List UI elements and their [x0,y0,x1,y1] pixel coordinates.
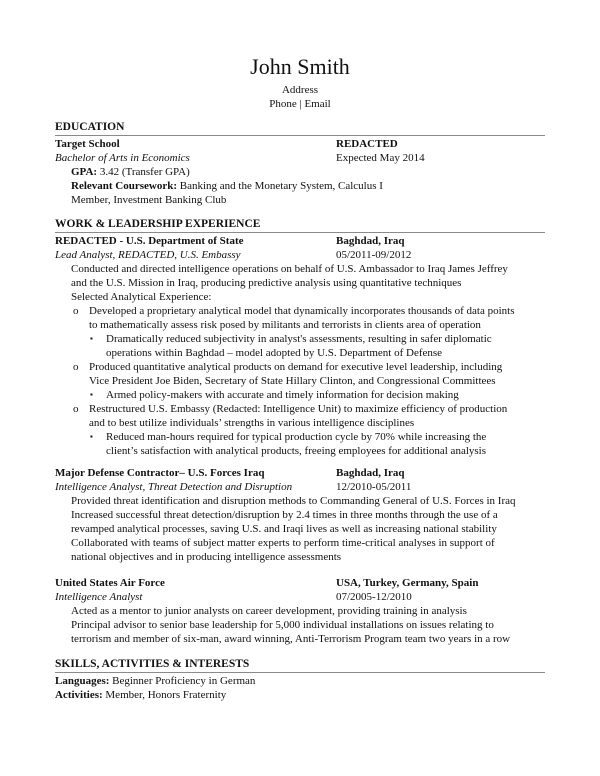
bullet-circle-icon: o [73,361,79,373]
job-line: Provided threat identification and disruption methods to Commanding General of U.S. Forces in Iraq [71,495,516,507]
bullet-line: Vice President Joe Biden, Secretary of State Hillary Clinton, and Congressional Committees [89,375,496,387]
gpa-value: 3.42 (Transfer GPA) [97,166,190,178]
graduation-date: Expected May 2014 [336,152,425,164]
address: Address [281,84,319,96]
bullet-line: Produced quantitative analytical products on demand for executive level leadership, including [89,361,503,373]
job-org: United States Air Force [55,577,165,589]
job-line: Principal advisor to senior base leadership for 5,000 individual installations on issues relating to [71,619,494,631]
gpa-line [71,165,190,179]
bullet-line: and to best utilize individuals’ strengths in various intelligence disciplines [89,417,415,429]
job-title: Lead Analyst, REDACTED, U.S. Embassy [55,249,241,261]
club-line: Member, Investment Banking Club [71,194,227,206]
job-title: Intelligence Analyst [55,591,143,603]
languages-label: Languages: [55,675,110,687]
activities-value: Member, Honors Fraternity [102,689,227,701]
sub-bullet-line: Reduced man-hours required for typical production cycle by 70% while increasing the [106,431,487,443]
section-experience-heading: WORK & LEADERSHIP EXPERIENCE [55,217,545,233]
bullet-circle-icon: o [73,403,79,415]
job-dates: 07/2005-12/2010 [336,591,412,603]
job-line: terrorism and member of six-man, award winning, Anti-Terrorism Program team two years in a row [71,633,511,645]
bullet-line: Developed a proprietary analytical model that dynamically incorporates thousands of data points [89,305,515,317]
job-line: Conducted and directed intelligence operations on behalf of U.S. Ambassador to Iraq James Jeffrey [71,263,508,275]
job-location: USA, Turkey, Germany, Spain [336,577,479,589]
bullet-line: to mathematically assess risk posed by militants and terrorists in clients area of operation [89,319,481,331]
job-line: national objectives and in producing intelligence assessments [71,551,342,563]
sub-bullet-line: client’s satisfaction with analytical products, freeing employees for additional analysis [106,445,486,457]
job-dates: 05/2011-09/2012 [336,249,412,261]
coursework-line [71,179,383,193]
section-education-heading: EDUCATION [55,120,545,136]
job-org: REDACTED - U.S. Department of State [55,235,244,247]
bullet-square-icon: ▪ [90,334,93,343]
languages-line [55,674,255,688]
bullet-square-icon: ▪ [90,390,93,399]
coursework-value: Banking and the Monetary System, Calculus I [177,180,383,192]
activities-line [55,688,226,702]
section-skills-heading: SKILLS, ACTIVITIES & INTERESTS [55,657,545,673]
contact-line: Phone | Email [269,98,331,110]
job-org: Major Defense Contractor– U.S. Forces Iraq [55,467,265,479]
job-line: Increased successful threat detection/disruption by 2.4 times in three months through the use of a [71,509,498,521]
coursework-label: Relevant Coursework: [71,180,178,192]
school-location: REDACTED [336,138,398,150]
bullet-line: Restructured U.S. Embassy (Redacted: Intelligence Unit) to maximize efficiency of production [89,403,508,415]
degree: Bachelor of Arts in Economics [55,152,190,164]
job-line: Collaborated with teams of subject matter experts to perform time-critical analyses in support of [71,537,495,549]
languages-value: Beginner Proficiency in German [109,675,256,687]
bullet-square-icon: ▪ [90,432,93,441]
job-location: Baghdad, Iraq [336,467,405,479]
job-line: and the U.S. Mission in Iraq, producing predictive analysis using quantitative techniques [71,277,462,289]
gpa-label: GPA: [71,166,98,178]
sub-bullet-line: Dramatically reduced subjectivity in analyst's assessments, resulting in safer diplomatic [106,333,492,345]
sub-bullet-line: Armed policy-makers with accurate and timely information for decision making [106,389,459,401]
activities-label: Activities: [55,689,103,701]
job-title: Intelligence Analyst, Threat Detection and Disruption [55,481,293,493]
job-line: Acted as a mentor to junior analysts on career development, providing training in analysis [71,605,467,617]
candidate-name: John Smith [250,54,350,79]
sub-bullet-line: operations within Baghdad – model adopted by U.S. Department of Defense [106,347,443,359]
school-name: Target School [55,138,120,150]
bullet-circle-icon: o [73,305,79,317]
job-location: Baghdad, Iraq [336,235,405,247]
job-dates: 12/2010-05/2011 [336,481,412,493]
job-line: revamped analytical processes, saving U.S. and Iraqi lives as well as increasing national stability [71,523,497,535]
job-line: Selected Analytical Experience: [71,291,212,303]
